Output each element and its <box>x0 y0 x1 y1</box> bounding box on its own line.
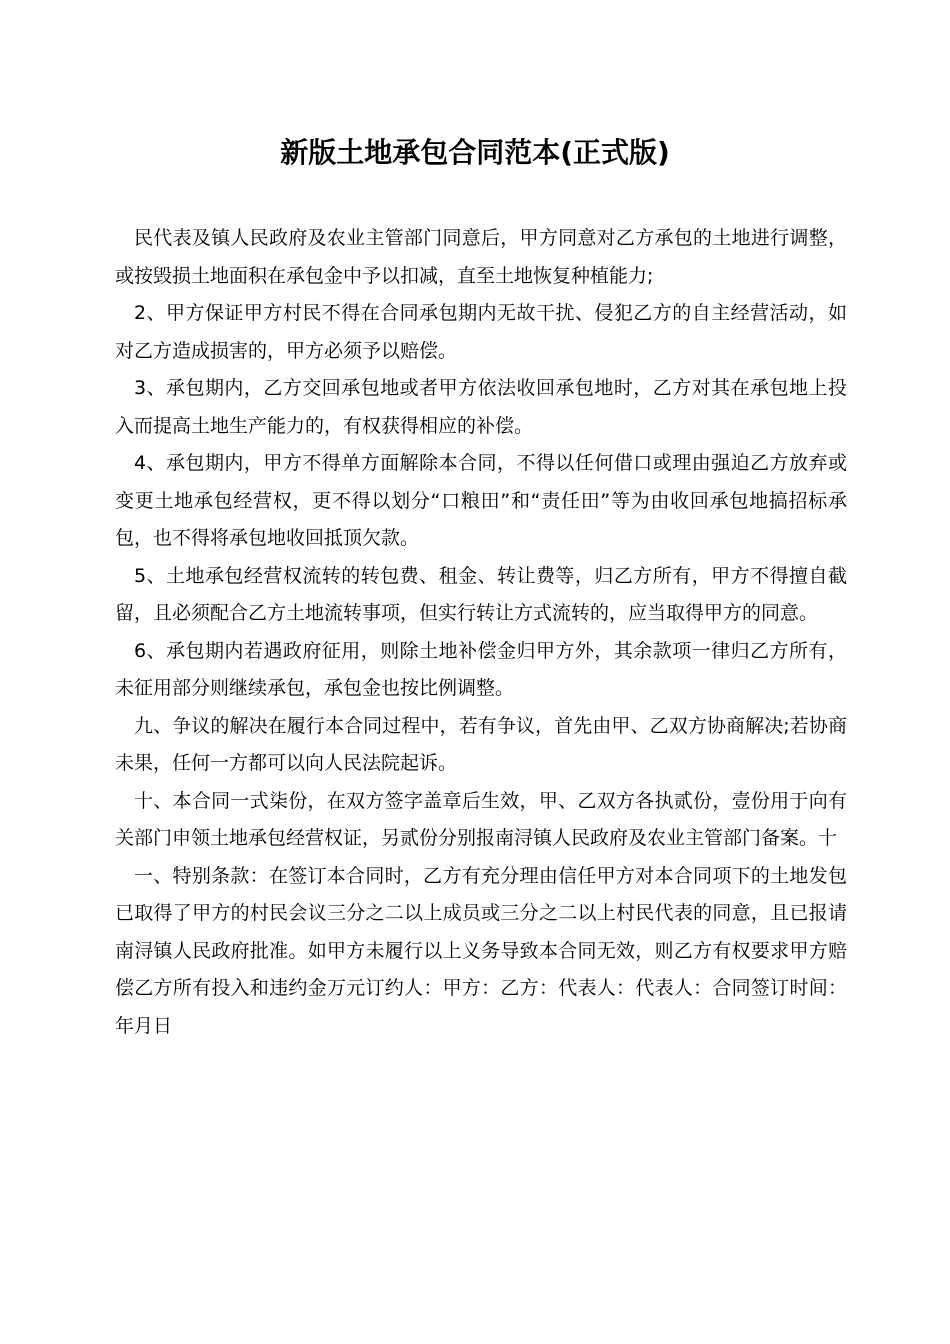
paragraph-dispute-resolution: 九、争议的解决在履行本合同过程中，若有争议，首先由甲、乙双方协商解决;若协商未果，任何一方都可以向人民法院起诉。 <box>115 714 847 774</box>
paragraph-clause-4: 4、承包期内，甲方不得单方面解除本合同，不得以任何借口或理由强迫乙方放弃或变更土地承包经营权，更不得以划分“口粮田”和“责任田”等为由收回承包地搞招标承包，也不得将承包地收回抵顶欠款。 <box>115 452 847 549</box>
paragraph-clause-5: 5、土地承包经营权流转的转包费、租金、转让费等，归乙方所有，甲方不得擅自截留，且必须配合乙方土地流转事项，但实行转让方式流转的，应当取得甲方的同意。 <box>115 564 847 624</box>
paragraph-special-terms: 一、特别条款：在签订本合同时，乙方有充分理由信任甲方对本合同项下的土地发包已取得了甲方的村民会议三分之二以上成员或三分之二以上村民代表的同意，且已报请南浔镇人民政府批准。如甲方未履行以上义务导致本合同无效，则乙方有权要求甲方赔偿乙方所有投入和违约金万元订约人：甲方：乙方：代表人：代表人：合同签订时间：年月日 <box>115 864 847 1037</box>
paragraph-adjustment: 民代表及镇人民政府及农业主管部门同意后，甲方同意对乙方承包的土地进行调整，或按毁损土地面积在承包金中予以扣减，直至土地恢复种植能力; <box>115 227 847 287</box>
paragraph-copies: 十、本合同一式柒份，在双方签字盖章后生效，甲、乙双方各执贰份，壹份用于向有关部门申领土地承包经营权证，另贰份分别报南浔镇人民政府及农业主管部门备案。十 <box>115 789 847 849</box>
document-body <box>115 220 847 1045</box>
paragraph-clause-6: 6、承包期内若遇政府征用，则除土地补偿金归甲方外，其余款项一律归乙方所有，未征用部分则继续承包，承包金也按比例调整。 <box>115 639 847 699</box>
paragraph-clause-3: 3、承包期内，乙方交回承包地或者甲方依法收回承包地时，乙方对其在承包地上投入而提高土地生产能力的，有权获得相应的补偿。 <box>115 377 847 437</box>
document-title: 新版土地承包合同范本(正式版) <box>280 136 670 169</box>
paragraph-clause-2: 2、甲方保证甲方村民不得在合同承包期内无故干扰、侵犯乙方的自主经营活动，如对乙方造成损害的，甲方必须予以赔偿。 <box>115 302 847 362</box>
